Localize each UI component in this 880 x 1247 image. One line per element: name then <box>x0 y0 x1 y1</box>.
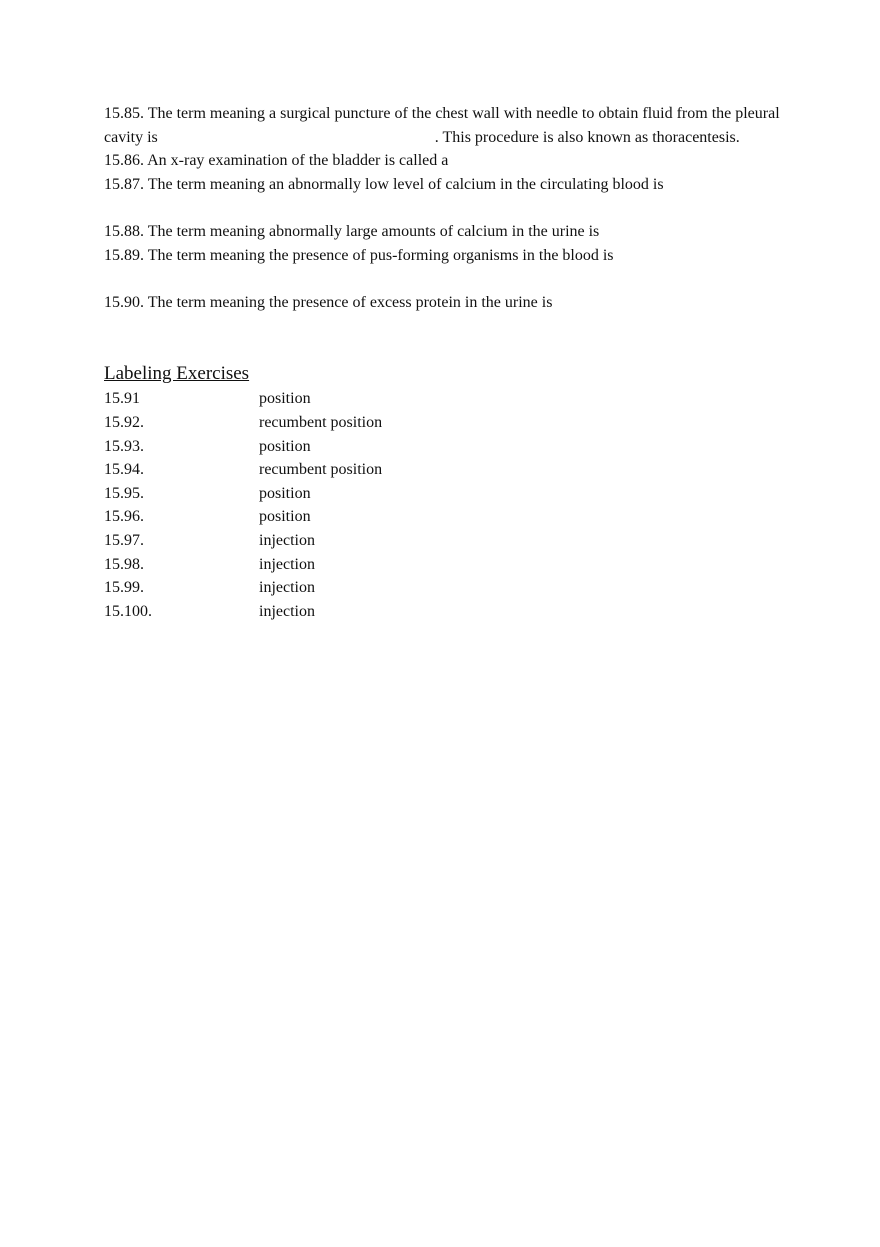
spacer <box>104 314 784 361</box>
question-15-85-text-end: . This procedure is also known as thoracentesis. <box>434 128 740 146</box>
label-term: position <box>259 390 311 408</box>
label-number: 15.94. <box>104 461 144 479</box>
label-term: recumbent position <box>259 461 383 479</box>
spacer <box>104 196 784 220</box>
label-row-15-93 <box>104 435 784 459</box>
label-number: 15.91 <box>104 390 140 408</box>
spacer <box>104 267 784 291</box>
question-15-87: 15.87. The term meaning an abnormally low level of calcium in the circulating blood is <box>104 175 664 193</box>
label-term: recumbent position <box>259 413 383 431</box>
section-title-labeling: Labeling Exercises <box>104 363 250 385</box>
question-15-86: 15.86. An x-ray examination of the bladder is called a <box>104 152 449 170</box>
label-row-15-100 <box>104 600 784 624</box>
label-term: injection <box>259 579 315 597</box>
label-number: 15.98. <box>104 555 144 573</box>
label-term: position <box>259 484 311 502</box>
label-term: position <box>259 508 311 526</box>
label-term: injection <box>259 602 315 620</box>
label-row-15-96 <box>104 505 784 529</box>
label-number: 15.92. <box>104 413 144 431</box>
label-row-15-97 <box>104 529 784 553</box>
label-row-15-92 <box>104 411 784 435</box>
label-number: 15.97. <box>104 531 144 549</box>
worksheet-page <box>104 102 784 623</box>
label-number: 15.93. <box>104 437 144 455</box>
labeling-list <box>104 387 784 623</box>
question-15-89: 15.89. The term meaning the presence of pus-forming organisms in the blood is <box>104 246 614 264</box>
label-row-15-91 <box>104 387 784 411</box>
label-term: injection <box>259 555 315 573</box>
question-15-88: 15.88. The term meaning abnormally large amounts of calcium in the urine is <box>104 222 600 240</box>
label-term: position <box>259 437 311 455</box>
label-term: injection <box>259 531 315 549</box>
question-15-85 <box>104 102 784 149</box>
label-row-15-98 <box>104 553 784 577</box>
label-row-15-95 <box>104 482 784 506</box>
question-15-90: 15.90. The term meaning the presence of excess protein in the urine is <box>104 293 553 311</box>
label-number: 15.100. <box>104 602 152 620</box>
question-15-85-text-start: 15.85. The term meaning a surgical puncture of the chest wall with needle to obtain fluid from the pleural cavity is <box>104 105 780 146</box>
label-number: 15.99. <box>104 579 144 597</box>
label-number: 15.96. <box>104 508 144 526</box>
label-row-15-99 <box>104 576 784 600</box>
label-row-15-94 <box>104 458 784 482</box>
label-number: 15.95. <box>104 484 144 502</box>
